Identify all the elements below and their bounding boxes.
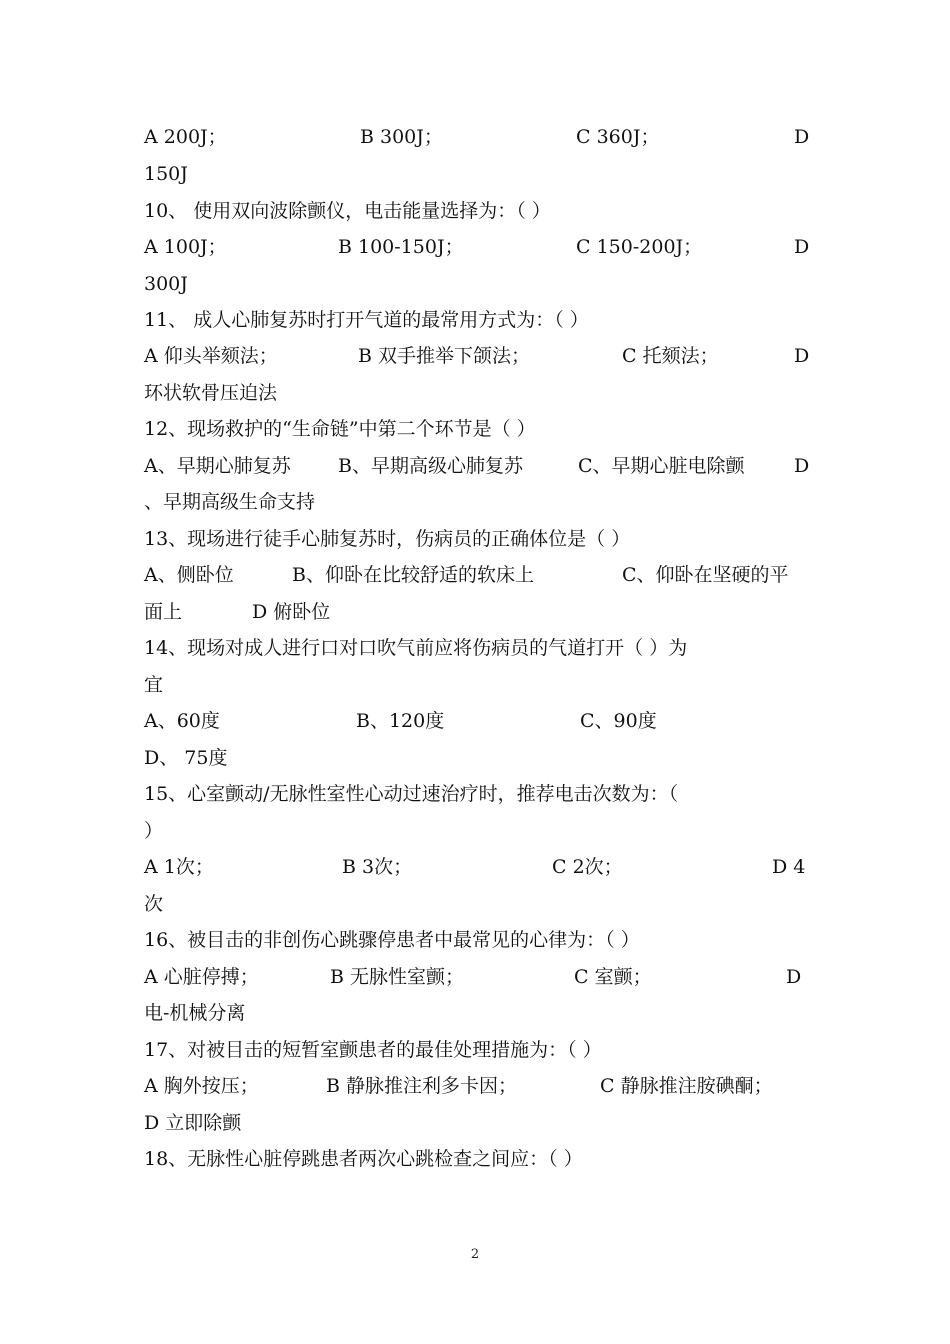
text-segment: C 静脉推注胺碘酮；: [600, 1075, 773, 1097]
text-segment: 10、 使用双向波除颤仪，电击能量选择为：（ ）: [144, 200, 551, 222]
text-segment: C、仰卧在坚硬的平: [622, 564, 789, 586]
text-segment: B 无脉性室颤；: [330, 966, 465, 988]
text-line: [144, 780, 808, 808]
text-line: [144, 123, 808, 151]
text-segment: 11、 成人心肺复苏时打开气道的最常用方式为：（ ）: [144, 309, 589, 331]
text-segment: 18、无脉性心脏停跳患者两次心跳检查之间应：（ ）: [144, 1148, 583, 1170]
text-line: [144, 1036, 808, 1064]
text-segment: 16、被目击的非创伤心跳骤停患者中最常见的心律为：（ ）: [144, 929, 640, 951]
text-segment: A、侧卧位: [144, 564, 234, 586]
text-line: [144, 415, 808, 443]
text-segment: A、早期心肺复苏: [144, 455, 291, 477]
text-segment: C 2次；: [552, 856, 623, 878]
text-segment: D、 75度: [144, 747, 228, 769]
text-segment: 次: [144, 893, 164, 915]
text-line: [144, 342, 808, 370]
text-segment: D 俯卧位: [252, 601, 331, 623]
text-line: [144, 452, 808, 480]
text-segment: D 立即除颤: [144, 1112, 242, 1134]
text-segment: B、仰卧在比较舒适的软床上: [292, 564, 534, 586]
text-segment: 300J: [144, 273, 188, 295]
text-segment: 电-机械分离: [144, 1002, 246, 1024]
text-line: [144, 1109, 808, 1137]
text-segment: 17、对被目击的短暂室颤患者的最佳处理措施为：（ ）: [144, 1039, 602, 1061]
text-segment: B 300J；: [360, 126, 443, 148]
text-line: [144, 197, 808, 225]
text-line: [144, 963, 808, 991]
text-line: [144, 233, 808, 261]
text-segment: 15、心室颤动/无脉性室性心动过速治疗时，推荐电击次数为：（: [144, 783, 679, 805]
text-segment: A 仰头举颏法；: [144, 345, 278, 367]
text-segment: 14、现场对成人进行口对口吹气前应将伤病员的气道打开（ ）为: [144, 637, 688, 659]
text-segment: B、120度: [356, 710, 445, 732]
text-line: [144, 525, 808, 553]
text-segment: 、早期高级生命支持: [144, 491, 316, 513]
text-segment: A 200J；: [144, 126, 227, 148]
text-segment: D 4: [772, 856, 806, 878]
text-segment: D: [794, 455, 810, 477]
text-segment: C 托颏法；: [622, 345, 719, 367]
text-segment: A、60度: [144, 710, 220, 732]
text-line: [144, 160, 808, 188]
text-segment: 13、现场进行徒手心肺复苏时，伤病员的正确体位是（ ）: [144, 528, 631, 550]
text-segment: B 双手推举下颌法；: [358, 345, 531, 367]
text-segment: 面上: [144, 601, 183, 623]
text-line: [144, 270, 808, 298]
text-segment: A 胸外按压；: [144, 1075, 259, 1097]
text-segment: D: [794, 126, 810, 148]
text-line: [144, 926, 808, 954]
text-line: [144, 634, 808, 662]
text-segment: A 心脏停搏；: [144, 966, 259, 988]
text-segment: ）: [144, 820, 164, 842]
text-line: [144, 999, 808, 1027]
text-segment: C、90度: [580, 710, 657, 732]
text-line: [144, 488, 808, 516]
text-segment: C、早期心脏电除颤: [578, 455, 745, 477]
text-line: [144, 561, 808, 589]
text-segment: B、早期高级心肺复苏: [338, 455, 523, 477]
text-line: [144, 817, 808, 845]
text-segment: C 室颤；: [574, 966, 652, 988]
text-segment: C 150-200J；: [576, 236, 703, 258]
text-line: [144, 598, 808, 626]
text-segment: D: [794, 345, 810, 367]
text-line: [144, 707, 808, 735]
text-segment: 150J: [144, 163, 188, 185]
text-line: [144, 890, 808, 918]
text-line: [144, 1145, 808, 1173]
text-segment: B 100-150J；: [338, 236, 464, 258]
text-segment: 宜: [144, 674, 164, 696]
text-line: [144, 306, 808, 334]
text-segment: 12、现场救护的“生命链”中第二个环节是（ ）: [144, 418, 536, 440]
page-number: 2: [470, 1247, 480, 1262]
text-segment: 环状软骨压迫法: [144, 382, 278, 404]
text-line: [144, 744, 808, 772]
text-segment: A 100J；: [144, 236, 227, 258]
text-segment: B 3次；: [342, 856, 413, 878]
text-segment: A 1次；: [144, 856, 214, 878]
text-segment: B 静脉推注利多卡因；: [326, 1075, 518, 1097]
text-line: [144, 1072, 808, 1100]
text-segment: D: [786, 966, 802, 988]
text-segment: D: [794, 236, 810, 258]
text-line: [144, 853, 808, 881]
text-line: [144, 379, 808, 407]
text-line: [144, 671, 808, 699]
text-segment: C 360J；: [576, 126, 660, 148]
